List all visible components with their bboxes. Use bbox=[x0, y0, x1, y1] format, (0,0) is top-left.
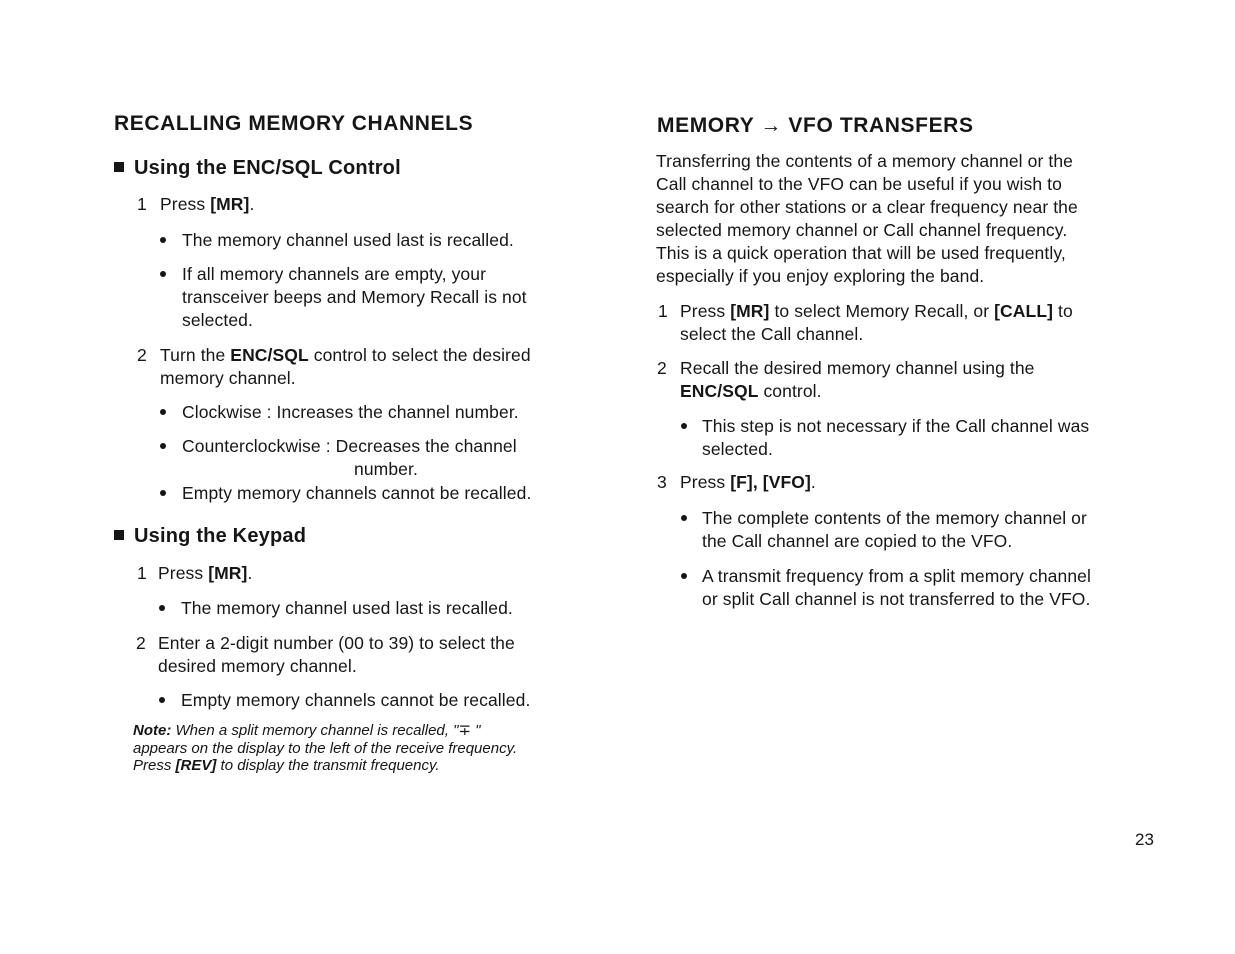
page-number: 23 bbox=[1135, 830, 1154, 849]
bullet-text: selected. bbox=[182, 310, 253, 330]
square-bullet-icon bbox=[114, 530, 124, 540]
bullet-dot-icon bbox=[681, 573, 687, 579]
step-text-part: . bbox=[810, 472, 816, 492]
bullet-text: Clockwise : Increases the channel number. bbox=[182, 402, 519, 422]
step-text-part: . bbox=[249, 194, 255, 214]
bullet-text: The complete contents of the memory channel or bbox=[702, 508, 1087, 528]
key-label: [MR] bbox=[210, 194, 250, 214]
bullet-text: This step is not necessary if the Call channel was bbox=[702, 416, 1090, 436]
step-text-part: control to select the desired bbox=[308, 345, 531, 365]
step-number: 2 bbox=[137, 345, 147, 365]
step-number: 1 bbox=[137, 194, 147, 214]
step-number: 2 bbox=[136, 633, 146, 653]
note-line: appears on the display to the left of the receive frequency. bbox=[133, 740, 518, 757]
bullet-dot-icon bbox=[681, 515, 687, 521]
bullet-dot-icon bbox=[160, 409, 166, 415]
bullet-text: Empty memory channels cannot be recalled. bbox=[181, 690, 531, 710]
step-text: memory channel. bbox=[160, 368, 296, 388]
key-label: [CALL] bbox=[994, 301, 1054, 321]
key-label: ENC/SQL bbox=[680, 381, 759, 401]
subheading-keypad bbox=[114, 525, 306, 548]
step-text bbox=[160, 193, 254, 216]
note-text: to display the transmit frequency. bbox=[216, 757, 440, 774]
step-text-part: to bbox=[1053, 301, 1073, 321]
step-text bbox=[680, 380, 822, 403]
square-bullet-icon bbox=[114, 162, 124, 172]
step-text-part: to select Memory Recall, or bbox=[769, 301, 995, 321]
bullet-dot-icon bbox=[160, 443, 166, 449]
step-text bbox=[680, 471, 816, 494]
bullet-text: Empty memory channels cannot be recalled. bbox=[182, 483, 532, 503]
intro-text: selected memory channel or Call channel frequency. bbox=[656, 220, 1068, 240]
step-text: Recall the desired memory channel using the bbox=[680, 358, 1035, 378]
key-label: ENC/SQL bbox=[230, 345, 309, 365]
note-line bbox=[133, 757, 440, 774]
step-number: 1 bbox=[658, 301, 668, 321]
step-text-part: Press bbox=[160, 194, 211, 214]
subheading-keypad-text: Using the Keypad bbox=[134, 525, 307, 547]
step-text bbox=[160, 344, 531, 367]
bullet-dot-icon bbox=[681, 423, 687, 429]
bullet-text: Counterclockwise : Decreases the channel bbox=[182, 436, 517, 456]
step-number: 3 bbox=[657, 472, 667, 492]
bullet-text: The memory channel used last is recalled. bbox=[181, 598, 513, 618]
intro-text: This is a quick operation that will be used frequently, bbox=[656, 243, 1066, 263]
step-number: 2 bbox=[657, 358, 667, 378]
bullet-text: or split Call channel is not transferred to the VFO. bbox=[702, 589, 1091, 609]
subheading-enc-sql-text: Using the ENC/SQL Control bbox=[134, 157, 401, 179]
step-text-part: Press bbox=[680, 472, 731, 492]
bullet-text: transceiver beeps and Memory Recall is not bbox=[182, 287, 527, 307]
subheading-enc-sql bbox=[114, 157, 401, 180]
bullet-dot-icon bbox=[159, 605, 165, 611]
intro-text: Transferring the contents of a memory channel or the bbox=[656, 151, 1073, 171]
step-text: select the Call channel. bbox=[680, 324, 864, 344]
note-label: Note: bbox=[133, 722, 172, 739]
bullet-text: A transmit frequency from a split memory channel bbox=[702, 566, 1091, 586]
step-text-part: control. bbox=[758, 381, 822, 401]
bullet-dot-icon bbox=[160, 490, 166, 496]
bullet-text: If all memory channels are empty, your bbox=[182, 264, 487, 284]
intro-text: search for other stations or a clear frequency near the bbox=[656, 197, 1078, 217]
step-text-part: Press bbox=[158, 563, 209, 583]
key-label: [F], [VFO] bbox=[730, 472, 811, 492]
step-text-part: . bbox=[247, 563, 253, 583]
step-text: desired memory channel. bbox=[158, 656, 357, 676]
key-label: [REV] bbox=[175, 757, 217, 774]
section-heading-memory-vfo: MEMORY → VFO TRANSFERS bbox=[657, 114, 974, 137]
step-text bbox=[680, 300, 1073, 323]
step-number: 1 bbox=[137, 563, 147, 583]
bullet-text: number. bbox=[354, 459, 418, 479]
section-heading-recalling: RECALLING MEMORY CHANNELS bbox=[114, 112, 474, 135]
intro-text: especially if you enjoy exploring the band. bbox=[656, 266, 985, 286]
note-line bbox=[133, 722, 481, 739]
step-text: Enter a 2-digit number (00 to 39) to select the bbox=[158, 633, 515, 653]
bullet-text: the Call channel are copied to the VFO. bbox=[702, 531, 1013, 551]
bullet-dot-icon bbox=[159, 697, 165, 703]
note-text: When a split memory channel is recalled, "∓ " bbox=[171, 722, 481, 739]
step-text bbox=[158, 562, 252, 585]
step-text-part: Press bbox=[680, 301, 731, 321]
key-label: [MR] bbox=[208, 563, 248, 583]
step-text-part: Turn the bbox=[160, 345, 231, 365]
intro-text: Call channel to the VFO can be useful if you wish to bbox=[656, 174, 1062, 194]
bullet-text: The memory channel used last is recalled. bbox=[182, 230, 514, 250]
bullet-text: selected. bbox=[702, 439, 773, 459]
key-label: [MR] bbox=[730, 301, 770, 321]
note-text: Press bbox=[133, 757, 176, 774]
bullet-dot-icon bbox=[160, 237, 166, 243]
bullet-dot-icon bbox=[160, 271, 166, 277]
